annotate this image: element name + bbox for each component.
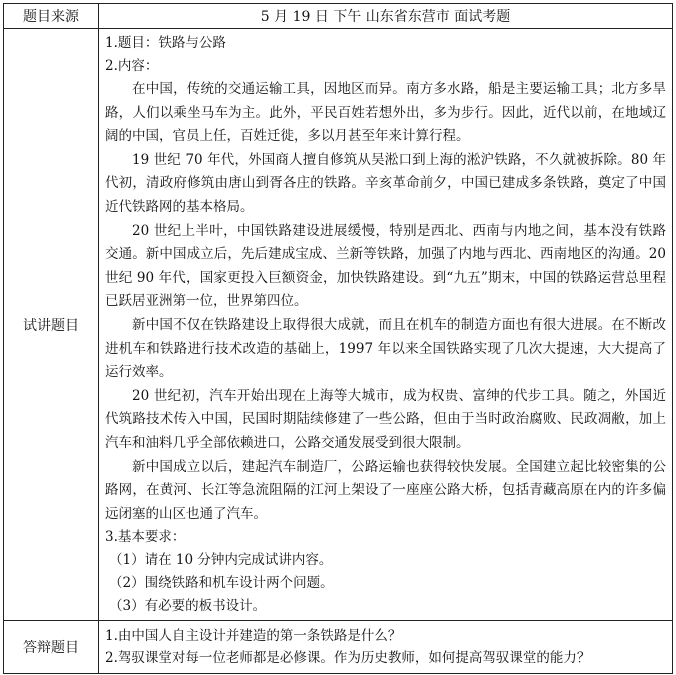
requirements-label: 3.基本要求：	[105, 529, 186, 546]
lecture-label: 试讲题目	[4, 29, 99, 621]
defense-label: 答辩题目	[4, 621, 99, 674]
paragraph-2: 19 世纪 70 年代，外国商人擅自修筑从吴淞口到上海的淞沪铁路，不久就被拆除。80 年代初，清政府修筑由唐山到胥各庄的铁路。辛亥革命前夕，中国已建成多条铁路，奠定了中国近代铁路网的基本格局。	[105, 151, 666, 215]
defense-content	[99, 621, 673, 674]
requirement-3: （3）有必要的板书设计。	[109, 598, 267, 615]
content-label: 2.内容：	[105, 58, 159, 74]
paragraph-6: 新中国成立以后，建起汽车制造厂，公路运输也获得较快发展。全国建立起比较密集的公路网，在黄河、长江等急流阻隔的江河上架设了一座座公路大桥，包括青藏高原在内的许多偏远闭塞的山区也通了汽车。	[105, 458, 666, 522]
source-value: 5 月 19 日 下午 山东省东营市 面试考题	[99, 4, 673, 29]
requirement-1: （1）请在 10 分钟内完成试讲内容。	[109, 552, 333, 569]
paragraph-3: 20 世纪上半叶，中国铁路建设进展缓慢，特别是西北、西南与内地之间，基本没有铁路交通。新中国成立后，先后建成宝成、兰新等铁路，加强了内地与西北、西南地区的沟通。20 世纪 90 年代，国家更投入巨额资金，加快铁路建设。到“九五”期末，中国的铁路运营总里程已跃居亚洲第一位，世界第四位。	[105, 222, 666, 310]
defense-row	[4, 621, 673, 674]
source-row	[4, 4, 673, 29]
exam-table	[3, 3, 673, 674]
lecture-row	[4, 29, 673, 621]
paragraph-4: 新中国不仅在铁路建设上取得很大成就，而且在机车的制造方面也有很大进展。在不断改进机车和铁路进行技术改造的基础上，1997 年以来全国铁路实现了几次大提速，大大提高了运行效率。	[105, 316, 666, 381]
defense-question-2: 2.驾驭课堂对每一位老师都是必修课。作为历史教师，如何提高驾驭课堂的能力？	[105, 650, 591, 667]
lecture-content	[99, 29, 673, 621]
requirement-2: （2）围绕铁路和机车设计两个问题。	[109, 575, 334, 592]
defense-question-1: 1.由中国人自主设计并建造的第一条铁路是什么？	[105, 628, 402, 645]
lecture-topic: 1.题目：铁路与公路	[105, 35, 226, 51]
paragraph-1: 在中国，传统的交通运输工具，因地区而异。南方多水路，船是主要运输工具；北方多旱路，人们以乘坐马车为主。此外，平民百姓若想外出，多为步行。因此，近代以前，在地域辽阔的中国，官员上任，百姓迁徙，多以月甚至年来计算行程。	[105, 81, 666, 145]
source-label: 题目来源	[4, 4, 99, 29]
paragraph-5: 20 世纪初，汽车开始出现在上海等大城市，成为权贵、富绅的代步工具。随之，外国近代筑路技术传入中国，民国时期陆续修建了一些公路，但由于当时政治腐败、民政凋敝，加上汽车和油料几乎全部依赖进口，公路交通发展受到很大限制。	[105, 387, 666, 451]
